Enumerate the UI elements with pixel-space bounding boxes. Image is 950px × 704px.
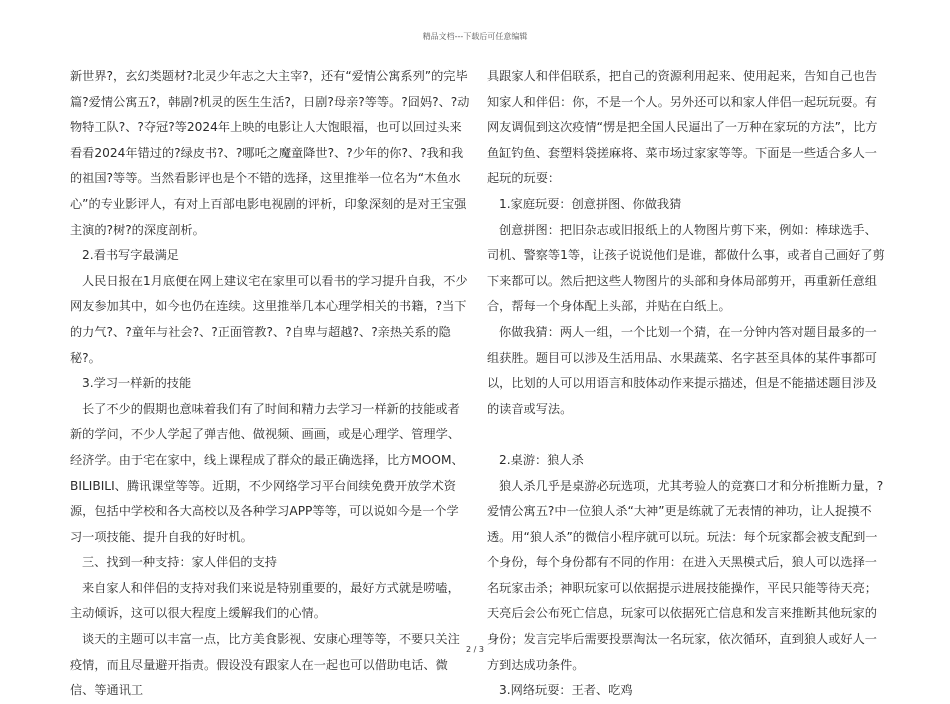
section-heading: 3.网络玩耍：王者、吃鸡 — [499, 683, 633, 698]
page-header: 精品文档---下载后可任意编辑 — [422, 32, 528, 41]
blank-line — [487, 422, 887, 448]
paragraph: 人民日报在1月底便在网上建议宅在家里可以看书的学习提升自我，不少网友参加其中，如今也仍在连续。这里推举几本心理学相关的书籍，?当下的力气?、?童年与社会?、?正面管教?、?自卑与超越?、?亲热关系的隐秘?。 — [70, 273, 468, 365]
paragraph: 具跟家人和伴侣联系，把自己的资源利用起来、使用起来，告知自己也告知家人和伴侣：你，不是一个人。另外还可以和家人伴侣一起玩玩耍。有网友调侃到这次疫情“愣是把全国人民逼出了一万种在家玩的方法”，比方鱼缸钓鱼、套塑料袋搓麻将、菜市场过家家等等。下面是一些适合多人一起玩的玩耍： — [487, 69, 878, 186]
section-heading: 1.家庭玩耍：创意拼图、你做我猜 — [499, 196, 682, 211]
paragraph: 长了不少的假期也意味着我们有了时间和精力去学习一样新的技能或者新的学问，不少人学起了弹吉他、做视频、画画，或是心理学、管理学、经济学。由于宅在家中，线上课程成了群众的最正确选择，比方MOOM、BILIBILI、腾讯课堂等等。近期，不少网络学习平台间续免费开放学术资源，包括中学校和各大高校以及各种学习APP等等，可以说如今是一个学习一项技能、提升自我的好时机。 — [70, 401, 464, 544]
paragraph: 谈天的主题可以丰富一点，比方美食影视、安康心理等等，不要只关注疫情，而且尽量避开指责。假设没有跟家人在一起也可以借助电话、微信、等通讯工 — [70, 632, 460, 698]
section-heading: 3.学习一样新的技能 — [82, 376, 192, 391]
right-column — [487, 64, 887, 704]
paragraph: 来自家人和伴侣的支持对我们来说是特别重要的，最好方式就是唠嗑，主动倾诉，这可以很大程度上缓解我们的心情。 — [70, 580, 460, 621]
left-column — [70, 64, 470, 704]
section-heading: 三、找到一种支持：家人伴侣的支持 — [82, 555, 277, 570]
section-heading: 2.桌游：狼人杀 — [499, 452, 584, 467]
paragraph: 新世界?，玄幻类题材?北灵少年志之大主宰?，还有“爱情公寓系列”的完毕篇?爱情公寓五?，韩剧?机灵的医生生活?，日剧?母亲?等等。?囧妈?、?动物特工队?、?夺冠?等2024年上映的电影让人大饱眼福，也可以回过头来看看2024年错过的?绿皮书?、?哪吒之魔童降世?、?少年的你?、?我和我的祖国?等等。当然看影评也是个不错的选择，这里推举一位名为“木鱼水心”的专业影评人，有对上百部电影电视剧的评析，印象深刻的是对王宝强主演的?树?的深度剖析。 — [70, 69, 470, 237]
paragraph: 你做我猜：两人一组，一个比划一个猜，在一分钟内答对题目最多的一组获胜。题目可以涉及生活用品、水果蔬菜、名字甚至具体的某件事都可以，比划的人可以用语言和肢体动作来提示描述，但是不能描述题目涉及的读音或写法。 — [487, 324, 877, 416]
paragraph: 狼人杀几乎是桌游必玩选项，尤其考验人的竞赛口才和分析推断力量，?爱情公寓五?中一位狼人杀“大神”更是练就了无表情的神功，让人捉摸不透。用“狼人杀”的微信小程序就可以玩。玩法：每个玩家都会被支配到一个身份，每个身份都有不同的作用：在进入天黑模式后，狼人可以选择一名玩家击杀；神职玩家可以依据提示进展技能操作，平民只能等待天亮；天亮后会公布死亡信息，玩家可以依据死亡信息和发言来推断其他玩家的身份；发言完毕后需要投票淘汰一名玩家，依次循环，直到狼人或好人一方到达成功条件。 — [487, 478, 884, 672]
page-number: 2 / 3 — [466, 645, 484, 654]
paragraph: 创意拼图：把旧杂志或旧报纸上的人物图片剪下来，例如：棒球选手、司机、警察等1等，让孩子说说他们是谁，都做什么事，或者自己画好了剪下来都可以。然后把这些人物图片的头部和身体局部剪开，再重新任意组合，帮每一个身体配上头部，并贴在白纸上。 — [487, 222, 885, 314]
section-heading: 2.看书写字最满足 — [82, 248, 179, 263]
